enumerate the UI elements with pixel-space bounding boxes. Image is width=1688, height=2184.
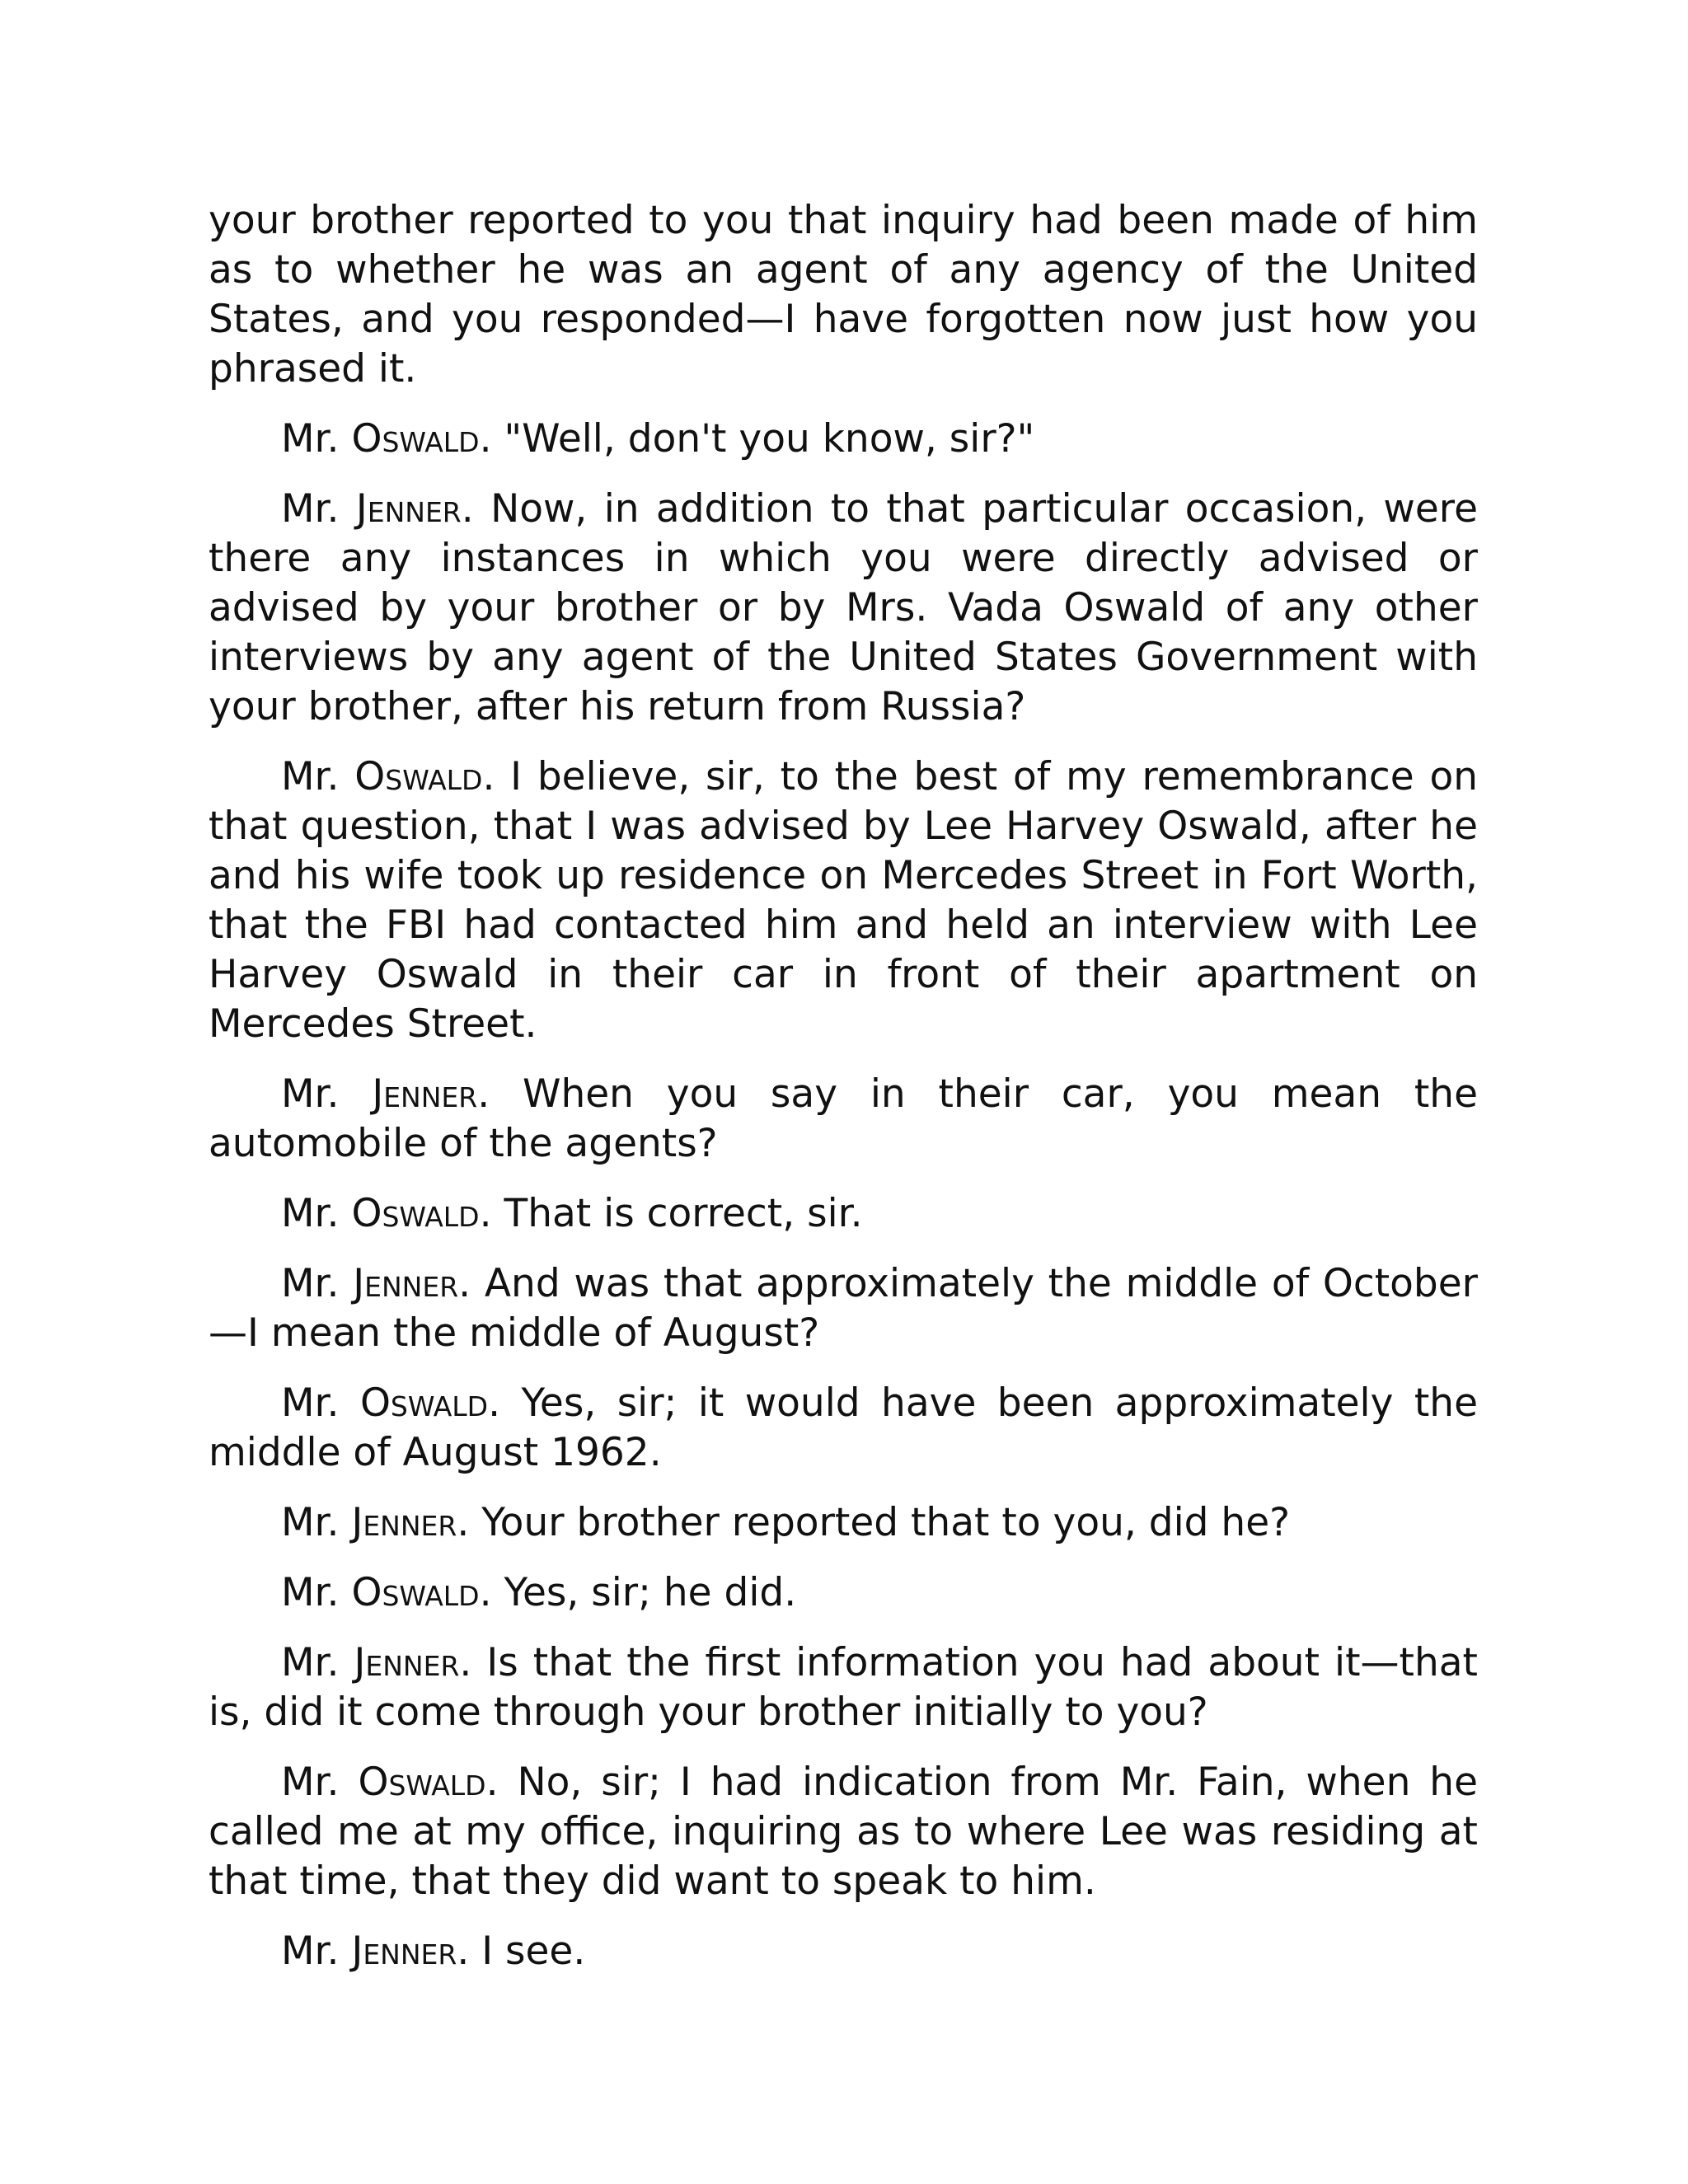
speaker-name: Jenner bbox=[351, 1500, 457, 1545]
speaker-name: Oswald bbox=[358, 1760, 486, 1805]
paragraph-text: And was that approximately the middle of October—I mean the middle of August? bbox=[209, 1261, 1478, 1356]
paragraph-text: No, sir; I had indication from Mr. Fain, when he called me at my office, inquiring as to where Lee was residing at that time, that they did want to speak to him. bbox=[209, 1760, 1479, 1904]
testimony-paragraph-jenner: Mr. Jenner. Now, in addition to that particular occasion, were there any instances in which you were directly advised or advised by your brother or by Mrs. Vada Oswald of any other interviews by any agent of the United States Government with your brother, after his return from Russia? bbox=[209, 486, 1478, 729]
paragraph-text: I believe, sir, to the best of my remembrance on that question, that I was advised by Lee Harvey Oswald, after he and his wife took up residence on Mercedes Street in Fort Worth, that the FBI had contacted him and held an interview with Lee Harvey Oswald in their car in front of their apartment on Mercedes Street. bbox=[209, 754, 1478, 1047]
testimony-paragraph-jenner: Mr. Jenner. Is that the first information you had about it—that is, did it come through your brother initially to you? bbox=[209, 1640, 1478, 1735]
paragraph-text: Your brother reported that to you, did he? bbox=[481, 1500, 1291, 1545]
speaker-title: Mr. bbox=[281, 1640, 340, 1685]
paragraph-text: Now, in addition to that particular occasion, were there any instances in which you were directly advised or advised by your brother or by Mrs. Vada Oswald of any other interviews by any agent of the United States Government with your brother, after his return from Russia? bbox=[209, 486, 1478, 729]
paragraph-text: When you say in their car, you mean the automobile of the agents? bbox=[209, 1071, 1478, 1166]
paragraph-text: "Well, don't you know, sir?" bbox=[504, 416, 1035, 462]
speaker-title: Mr. bbox=[281, 1380, 340, 1426]
speaker-title: Mr. bbox=[281, 1191, 340, 1236]
speaker-name: Jenner bbox=[354, 1640, 460, 1685]
paragraph-text: Is that the first information you had about it—that is, did it come through your brother initially to you? bbox=[209, 1640, 1478, 1735]
speaker-name: Oswald bbox=[354, 754, 483, 799]
paragraph-text: That is correct, sir. bbox=[504, 1191, 863, 1236]
testimony-paragraph-jenner: Mr. Jenner. When you say in their car, you mean the automobile of the agents? bbox=[209, 1071, 1478, 1166]
speaker-name: Oswald bbox=[351, 416, 480, 462]
transcript-page bbox=[209, 196, 1478, 1997]
testimony-paragraph-oswald: Mr. Oswald. That is correct, sir. bbox=[281, 1191, 863, 1236]
testimony-paragraph-jenner: Mr. Jenner. I see. bbox=[281, 1929, 586, 1974]
speaker-title: Mr. bbox=[281, 1760, 340, 1805]
speaker-name: Jenner bbox=[355, 486, 462, 532]
speaker-name: Jenner bbox=[353, 1261, 459, 1306]
speaker-title: Mr. bbox=[281, 1261, 340, 1306]
speaker-title: Mr. bbox=[281, 1500, 340, 1545]
speaker-title: Mr. bbox=[281, 1071, 340, 1117]
testimony-paragraph-oswald: Mr. Oswald. Yes, sir; he did. bbox=[281, 1570, 797, 1615]
testimony-paragraph-jenner: Mr. Jenner. Your brother reported that to you, did he? bbox=[281, 1500, 1291, 1545]
testimony-paragraph-oswald: Mr. Oswald. I believe, sir, to the best of my remembrance on that question, that I was advised by Lee Harvey Oswald, after he and his wife took up residence on Mercedes Street in Fort Worth, that the FBI had contacted him and held an interview with Lee Harvey Oswald in their car in front of their apartment on Mercedes Street. bbox=[209, 754, 1478, 1047]
testimony-paragraph-oswald: Mr. Oswald. "Well, don't you know, sir?" bbox=[281, 416, 1035, 462]
speaker-title: Mr. bbox=[281, 486, 340, 532]
paragraph-text: your brother reported to you that inquiry had been made of him as to whether he was an agent of any agency of the United States, and you responded—I have forgotten now just how you phrased it. bbox=[209, 198, 1478, 391]
testimony-paragraph-oswald: Mr. Oswald. No, sir; I had indication from Mr. Fain, when he called me at my office, inquiring as to where Lee was residing at that time, that they did want to speak to him. bbox=[209, 1760, 1479, 1904]
speaker-name: Jenner bbox=[351, 1929, 457, 1974]
speaker-name: Jenner bbox=[372, 1071, 478, 1117]
paragraph-text: I see. bbox=[481, 1929, 586, 1974]
speaker-name: Oswald bbox=[359, 1380, 489, 1426]
speaker-title: Mr. bbox=[281, 1570, 340, 1615]
speaker-title: Mr. bbox=[281, 754, 340, 799]
testimony-paragraph-oswald: Mr. Oswald. Yes, sir; it would have been approximately the middle of August 1962. bbox=[209, 1380, 1478, 1475]
speaker-name: Oswald bbox=[351, 1191, 480, 1236]
testimony-paragraph-jenner: Mr. Jenner. And was that approximately the middle of October—I mean the middle of August? bbox=[209, 1261, 1478, 1356]
paragraph-text: Yes, sir; he did. bbox=[504, 1570, 797, 1615]
speaker-title: Mr. bbox=[281, 1929, 340, 1974]
speaker-name: Oswald bbox=[351, 1570, 480, 1615]
speaker-title: Mr. bbox=[281, 416, 340, 462]
continuation-paragraph bbox=[209, 196, 1478, 394]
paragraph-text: Yes, sir; it would have been approximately the middle of August 1962. bbox=[209, 1380, 1478, 1475]
